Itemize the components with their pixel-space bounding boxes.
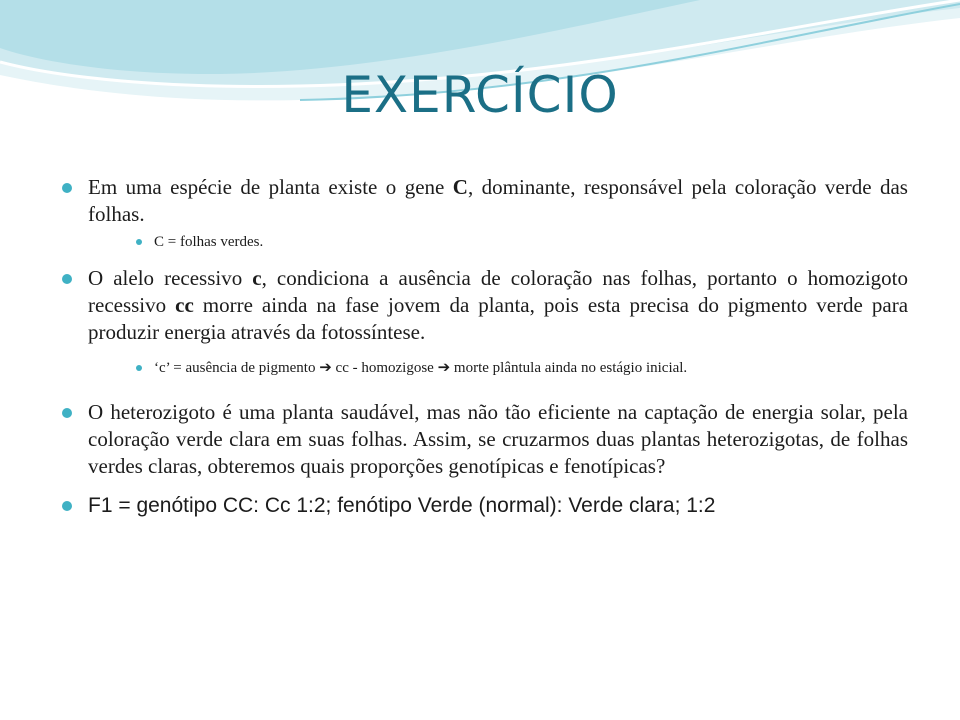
arrow-right-icon: ➔ <box>437 360 451 376</box>
sub-bullet-text: cc - homozigose <box>331 360 438 376</box>
sub-bullet-ausencia-pigmento <box>62 358 908 379</box>
bullet-text: O alelo recessivo <box>88 266 253 290</box>
sub-bullet-folhas-verdes: C = folhas verdes. <box>62 232 908 253</box>
bullet-bold-text: cc <box>175 293 194 317</box>
sub-bullet-text: ‘c’ = ausência de pigmento <box>154 360 320 376</box>
bullet-text: morre ainda na fase jovem da planta, pois esta precisa do pigmento verde para produzir energia através da fotossíntese. <box>88 293 909 344</box>
bullet-heterozigoto: O heterozigoto é uma planta saudável, mas não tão eficiente na captação de energia solar, pela coloração verde clara em suas folhas. Assim, se cruzarmos duas plantas heterozigotas, de folhas verdes claras, obteremos quais proporções genotípicas e fenotípicas? <box>62 399 908 480</box>
bullet-bold-text: c <box>252 266 262 290</box>
slide-content <box>62 174 908 519</box>
sub-bullet-text: morte plântula ainda no estágio inicial. <box>450 360 688 376</box>
bullet-text: , condiciona a ausência de coloração nas folhas, portanto o homozigoto recessivo <box>88 266 908 317</box>
bullet-gene-c <box>62 174 908 228</box>
arrow-right-icon: ➔ <box>319 360 332 376</box>
bullet-bold-text: C <box>452 175 468 199</box>
slide-title: EXERCÍCIO <box>341 66 619 124</box>
bullet-text: , dominante, responsável pela coloração verde das folhas. <box>88 175 908 226</box>
bullet-resposta-f1: F1 = genótipo CC: Cc 1:2; fenótipo Verde (normal): Verde clara; 1:2 <box>62 492 908 519</box>
bullet-text: Em uma espécie de planta existe o gene <box>88 175 453 199</box>
bullet-alelo-recessivo <box>62 265 908 346</box>
